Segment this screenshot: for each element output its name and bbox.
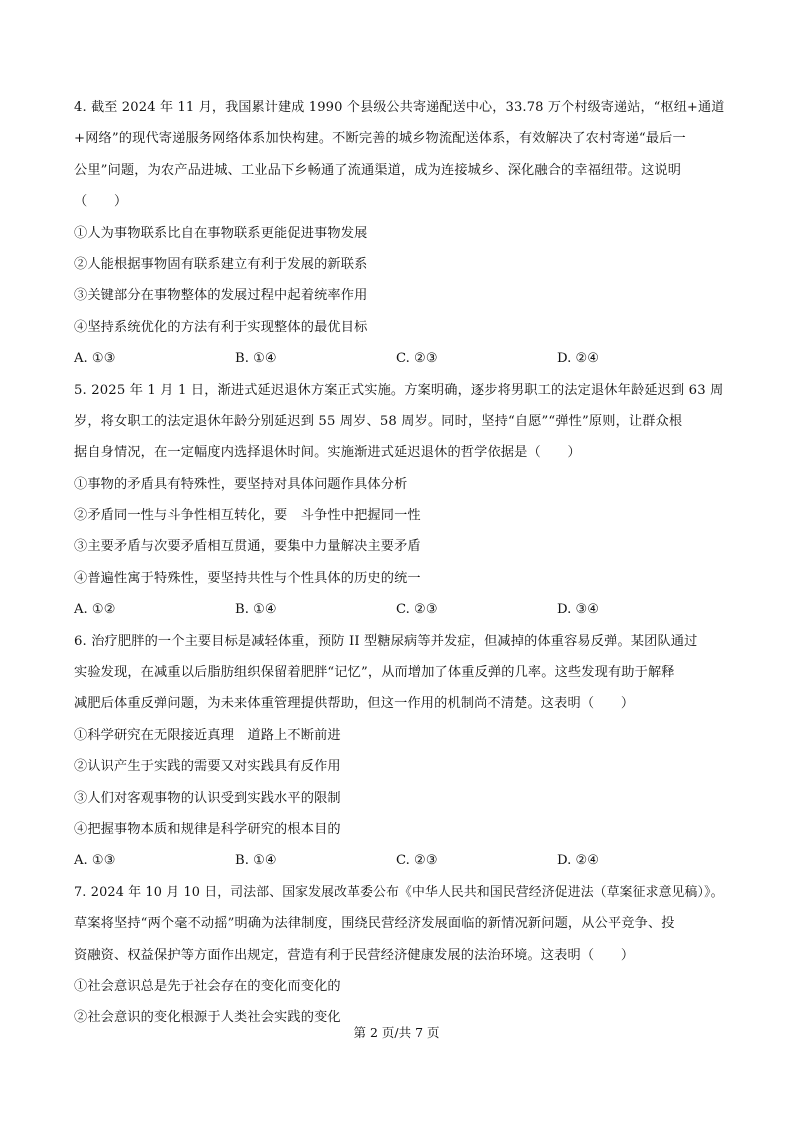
question-stem-line: +网络”的现代寄递服务网络体系加快构建。不断完善的城乡物流配送体系，有效解决了农村寄递“最后一 xyxy=(74,131,686,147)
question-stem-line: 岁，将女职工的法定退休年龄分别延迟到 55 周岁、58 周岁。同时，坚持“自愿”“弹性”原则，让群众根 xyxy=(74,413,683,429)
option-c: C. ②③ xyxy=(396,351,438,367)
answer-options xyxy=(74,594,724,625)
question-7 xyxy=(74,877,724,1034)
statement-2: ②认识产生于实践的需要又对实践具有反作用 xyxy=(74,759,341,775)
question-stem-line: 5. 2025 年 1 月 1 日，渐进式延迟退休方案正式实施。方案明确，逐步将男职工的法定退休年龄延迟到 63 周 xyxy=(74,382,724,398)
page-content xyxy=(74,92,724,1034)
answer-blank: （ ） xyxy=(74,194,128,210)
option-c: C. ②③ xyxy=(396,853,438,869)
question-stem-line: 据自身情况，在一定幅度内选择退休时间。实施渐进式延迟退休的哲学依据是（ ） xyxy=(74,445,581,461)
option-a: A. ①② xyxy=(74,602,116,618)
question-stem-line: 4. 截至 2024 年 11 月，我国累计建成 1990 个县级公共寄递配送中心，33.78 万个村级寄递站，“枢纽+通道 xyxy=(74,100,725,115)
question-5 xyxy=(74,375,724,626)
option-d: D. ②④ xyxy=(557,351,600,367)
question-stem-line: 草案将坚持“两个毫不动摇”明确为法律制度，围绕民营经济发展面临的新情况新问题，从公平竞争、投 xyxy=(74,916,675,932)
option-c: C. ②③ xyxy=(396,602,438,618)
statement-2: ②社会意识的变化根源于人类社会实践的变化 xyxy=(74,1010,341,1026)
option-a: A. ①③ xyxy=(74,853,116,869)
question-4 xyxy=(74,92,724,375)
answer-options xyxy=(74,845,724,876)
question-6 xyxy=(74,626,724,877)
option-b: B. ①④ xyxy=(235,602,277,618)
question-stem-line: 6. 治疗肥胖的一个主要目标是减轻体重，预防 II 型糖尿病等并发症，但减掉的体重容易反弹。某团队通过 xyxy=(74,633,698,649)
option-d: D. ②④ xyxy=(557,853,600,869)
statement-1: ①社会意识总是先于社会存在的变化而变化的 xyxy=(74,978,341,994)
statement-3: ③人们对客观事物的认识受到实践水平的限制 xyxy=(74,790,341,806)
statement-4: ④把握事物本质和规律是科学研究的根本目的 xyxy=(74,821,341,837)
question-stem-line: 公里”问题，为农产品进城、工业品下乡畅通了流通渠道，成为连接城乡、深化融合的幸福纽带。这说明 xyxy=(74,162,682,178)
page-number: 第 2 页/共 7 页 xyxy=(353,1025,440,1040)
question-stem-line: 7. 2024 年 10 月 10 日，司法部、国家发展改革委公布《中华人民共和国民营经济促进法（草案征求意见稿）》。 xyxy=(74,884,724,900)
statement-1: ①科学研究在无限接近真理 道路上不断前进 xyxy=(74,727,341,743)
statement-3: ③主要矛盾与次要矛盾相互贯通，要集中力量解决主要矛盾 xyxy=(74,539,421,555)
question-stem-line: 减肥后体重反弹问题，为未来体重管理提供帮助，但这一作用的机制尚不清楚。这表明（ ） xyxy=(74,696,635,712)
answer-options xyxy=(74,343,724,374)
option-d: D. ③④ xyxy=(557,602,600,618)
question-stem-line: 资融资、权益保护等方面作出规定，营造有利于民营经济健康发展的法治环境。这表明（ ） xyxy=(74,947,635,963)
statement-2: ②人能根据事物固有联系建立有利于发展的新联系 xyxy=(74,256,368,272)
option-a: A. ①③ xyxy=(74,351,116,367)
option-b: B. ①④ xyxy=(235,351,277,367)
question-stem-line: 实验发现，在减重以后脂肪组织保留着肥胖“记忆”，从而增加了体重反弹的几率。这些发现有助于解释 xyxy=(74,665,675,681)
statement-2: ②矛盾同一性与斗争性相互转化，要 斗争性中把握同一性 xyxy=(74,508,421,524)
statement-4: ④普遍性寓于特殊性，要坚持共性与个性具体的历史的统一 xyxy=(74,570,421,586)
statement-3: ③关键部分在事物整体的发展过程中起着统率作用 xyxy=(74,288,368,304)
statement-1: ①事物的矛盾具有特殊性，要坚持对具体问题作具体分析 xyxy=(74,476,408,492)
option-b: B. ①④ xyxy=(235,853,277,869)
statement-4: ④坚持系统优化的方法有利于实现整体的最优目标 xyxy=(74,319,368,335)
statement-1: ①人为事物联系比自在事物联系更能促进事物发展 xyxy=(74,225,368,241)
